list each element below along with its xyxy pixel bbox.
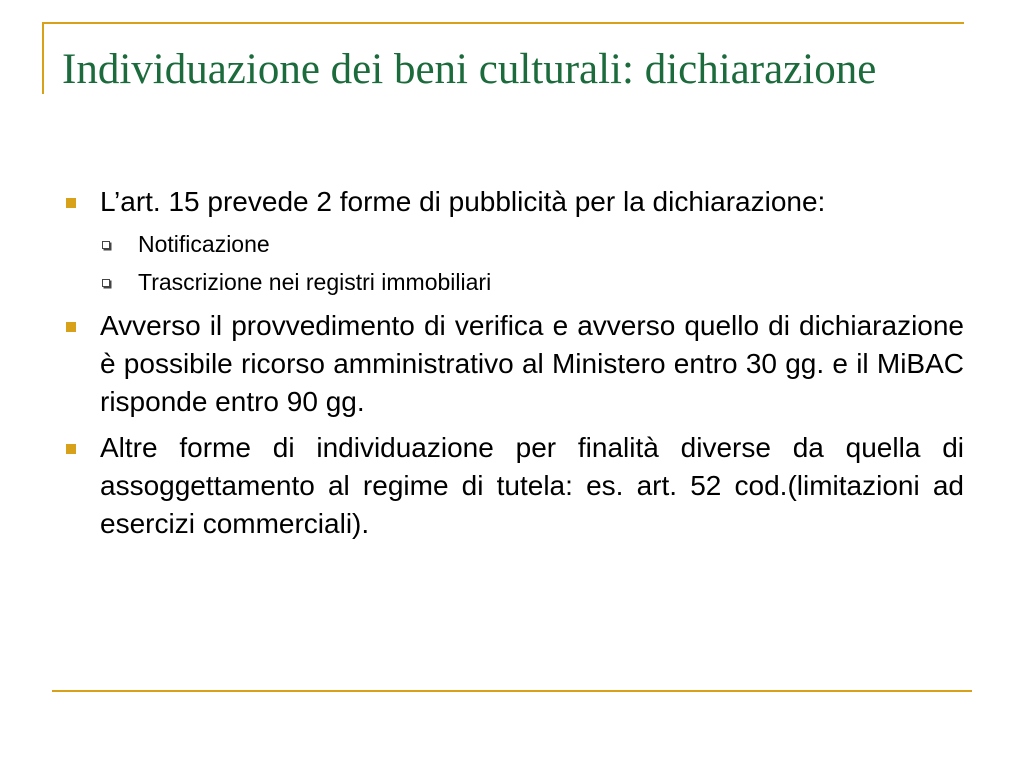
hollow-square-bullet-icon bbox=[102, 279, 110, 287]
bullet-item bbox=[62, 183, 964, 221]
frame-top-line bbox=[42, 22, 964, 24]
sub-bullet-text: Trascrizione nei registri immobiliari bbox=[138, 269, 492, 295]
slide-title: Individuazione dei beni culturali: dichiarazione bbox=[62, 46, 877, 93]
bullet-item bbox=[62, 307, 964, 421]
sub-bullet-item bbox=[62, 267, 964, 297]
frame-bottom-line bbox=[52, 690, 972, 692]
bullet-item bbox=[62, 429, 964, 543]
frame-left-line bbox=[42, 22, 44, 94]
slide-body bbox=[62, 183, 964, 551]
sub-bullet-text: Notificazione bbox=[138, 231, 270, 257]
square-bullet-icon bbox=[66, 322, 76, 332]
sub-bullet-item bbox=[62, 229, 964, 259]
bullet-text: Altre forme di individuazione per finalità diverse da quella di assoggettamento al regime di tutela: es. art. 52 cod.(limitazioni ad esercizi commerciali). bbox=[100, 432, 964, 539]
square-bullet-icon bbox=[66, 444, 76, 454]
hollow-square-bullet-icon bbox=[102, 241, 110, 249]
square-bullet-icon bbox=[66, 198, 76, 208]
bullet-text: L’art. 15 prevede 2 forme di pubblicità per la dichiarazione: bbox=[100, 186, 826, 217]
bullet-text: Avverso il provvedimento di verifica e avverso quello di dichiarazione è possibile ricorso amministrativo al Ministero entro 30 gg. e il MiBAC risponde entro 90 gg. bbox=[100, 310, 964, 417]
sub-bullet-list bbox=[62, 229, 964, 297]
